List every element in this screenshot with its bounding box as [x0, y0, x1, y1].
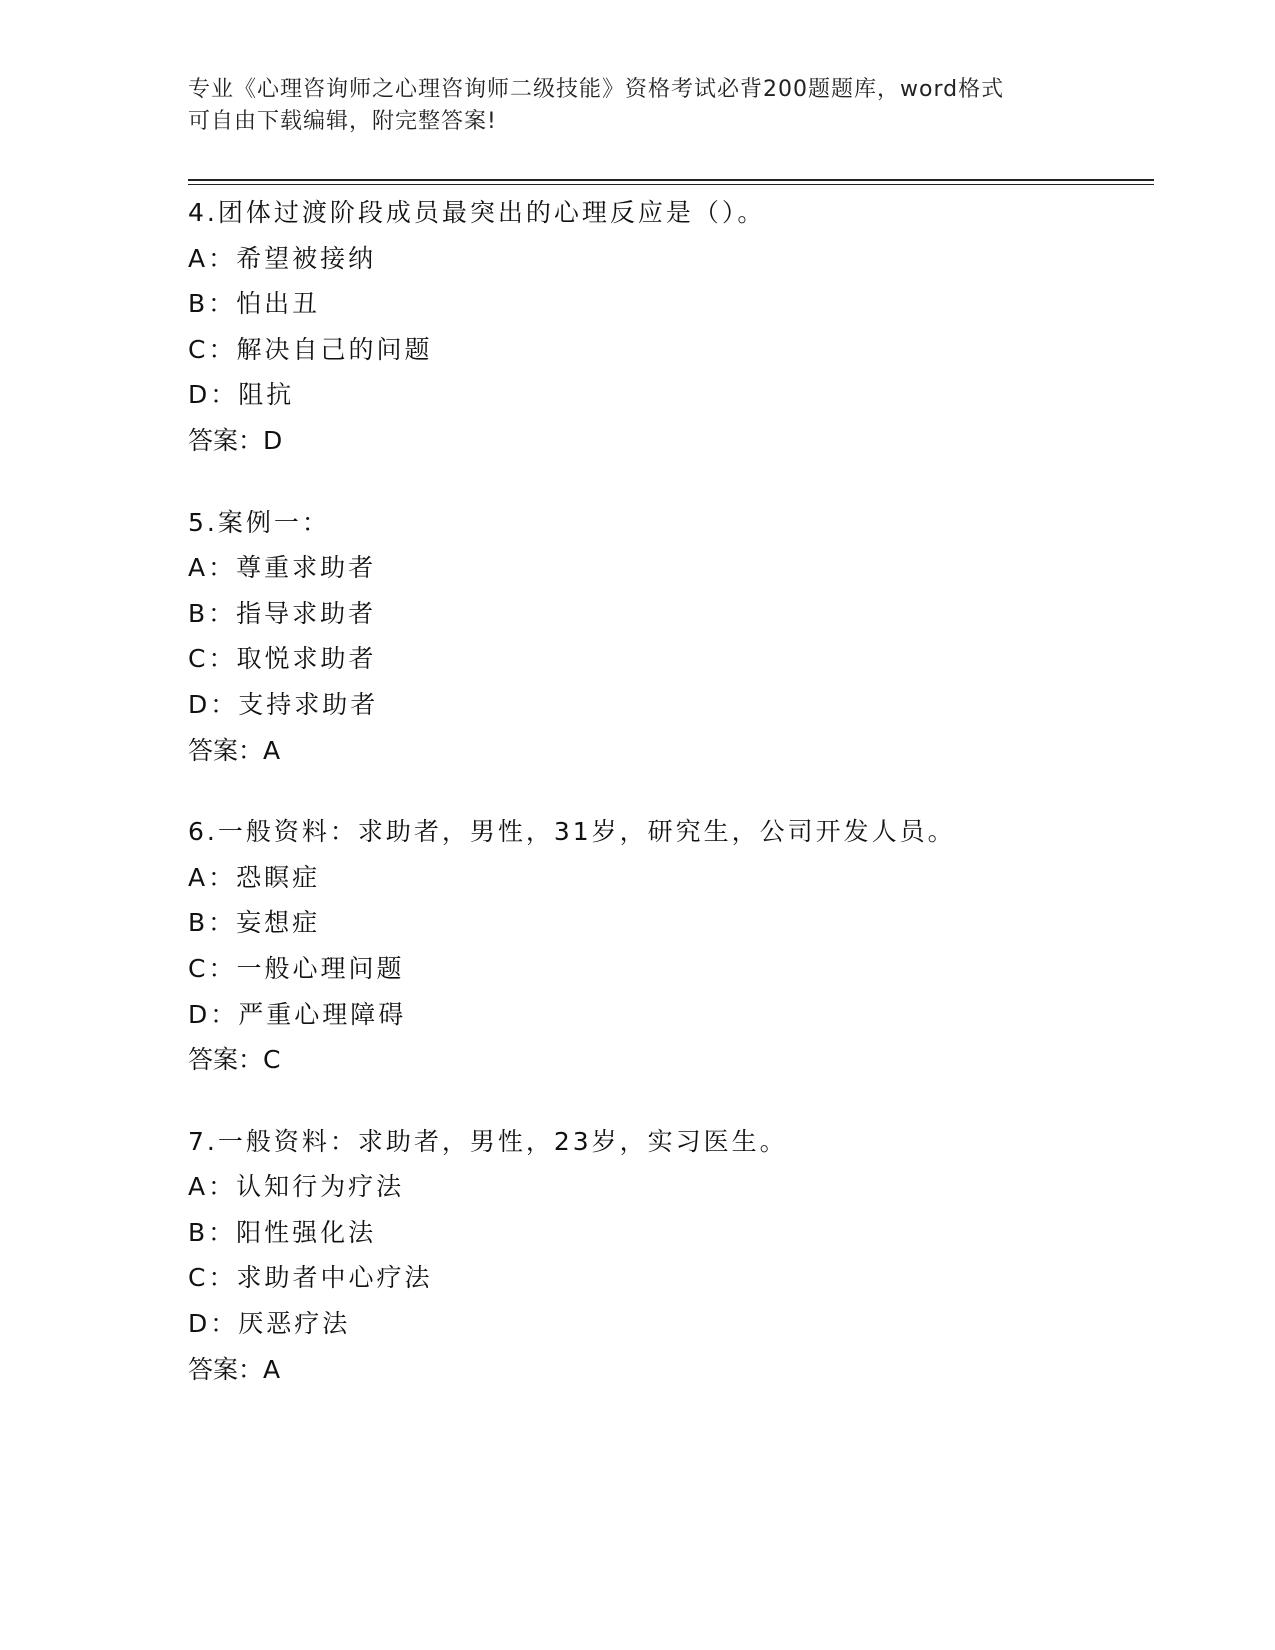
question-list [188, 190, 1148, 1428]
option-a: A：认知行为疗法 [188, 1172, 405, 1202]
question-5 [188, 500, 1148, 774]
answer-line: 答案：A [188, 735, 281, 765]
option-d: D：支持求助者 [188, 689, 379, 719]
option-c: C：解决自己的问题 [188, 334, 433, 364]
option-d: D：厌恶疗法 [188, 1309, 351, 1339]
option-a: A：希望被接纳 [188, 243, 377, 273]
option-c: C：求助者中心疗法 [188, 1263, 433, 1293]
question-stem: 4.团体过渡阶段成员最突出的心理反应是（）。 [188, 198, 766, 227]
option-a: A：尊重求助者 [188, 553, 377, 583]
header-divider-thick [188, 179, 1154, 181]
header-line-1: 专业《心理咨询师之心理咨询师二级技能》资格考试必背200题题库，word格式 [188, 77, 1005, 102]
option-c: C：一般心理问题 [188, 953, 405, 983]
option-b: B：妄想症 [188, 908, 321, 938]
option-d: D：严重心理障碍 [188, 999, 407, 1029]
header-line-2: 可自由下载编辑，附完整答案! [188, 109, 497, 134]
question-stem: 6.一般资料：求助者，男性，31岁，研究生，公司开发人员。 [188, 817, 956, 847]
option-b: B：指导求助者 [188, 598, 377, 628]
question-stem: 7.一般资料：求助者，男性，23岁，实习医生。 [188, 1126, 788, 1156]
option-b: B：阳性强化法 [188, 1217, 377, 1247]
answer-line: 答案：D [188, 425, 283, 455]
option-c: C：取悦求助者 [188, 644, 377, 674]
option-b: B：怕出丑 [188, 289, 321, 319]
answer-line: 答案：C [188, 1045, 281, 1075]
option-d: D：阻抗 [188, 380, 295, 410]
question-4 [188, 190, 1148, 464]
answer-line: 答案：A [188, 1354, 281, 1384]
question-7 [188, 1119, 1148, 1393]
question-stem: 5.案例一： [188, 507, 330, 537]
header-divider-thin [188, 184, 1154, 185]
question-6 [188, 809, 1148, 1083]
option-a: A：恐瞑症 [188, 862, 321, 892]
document-header [188, 74, 1068, 138]
